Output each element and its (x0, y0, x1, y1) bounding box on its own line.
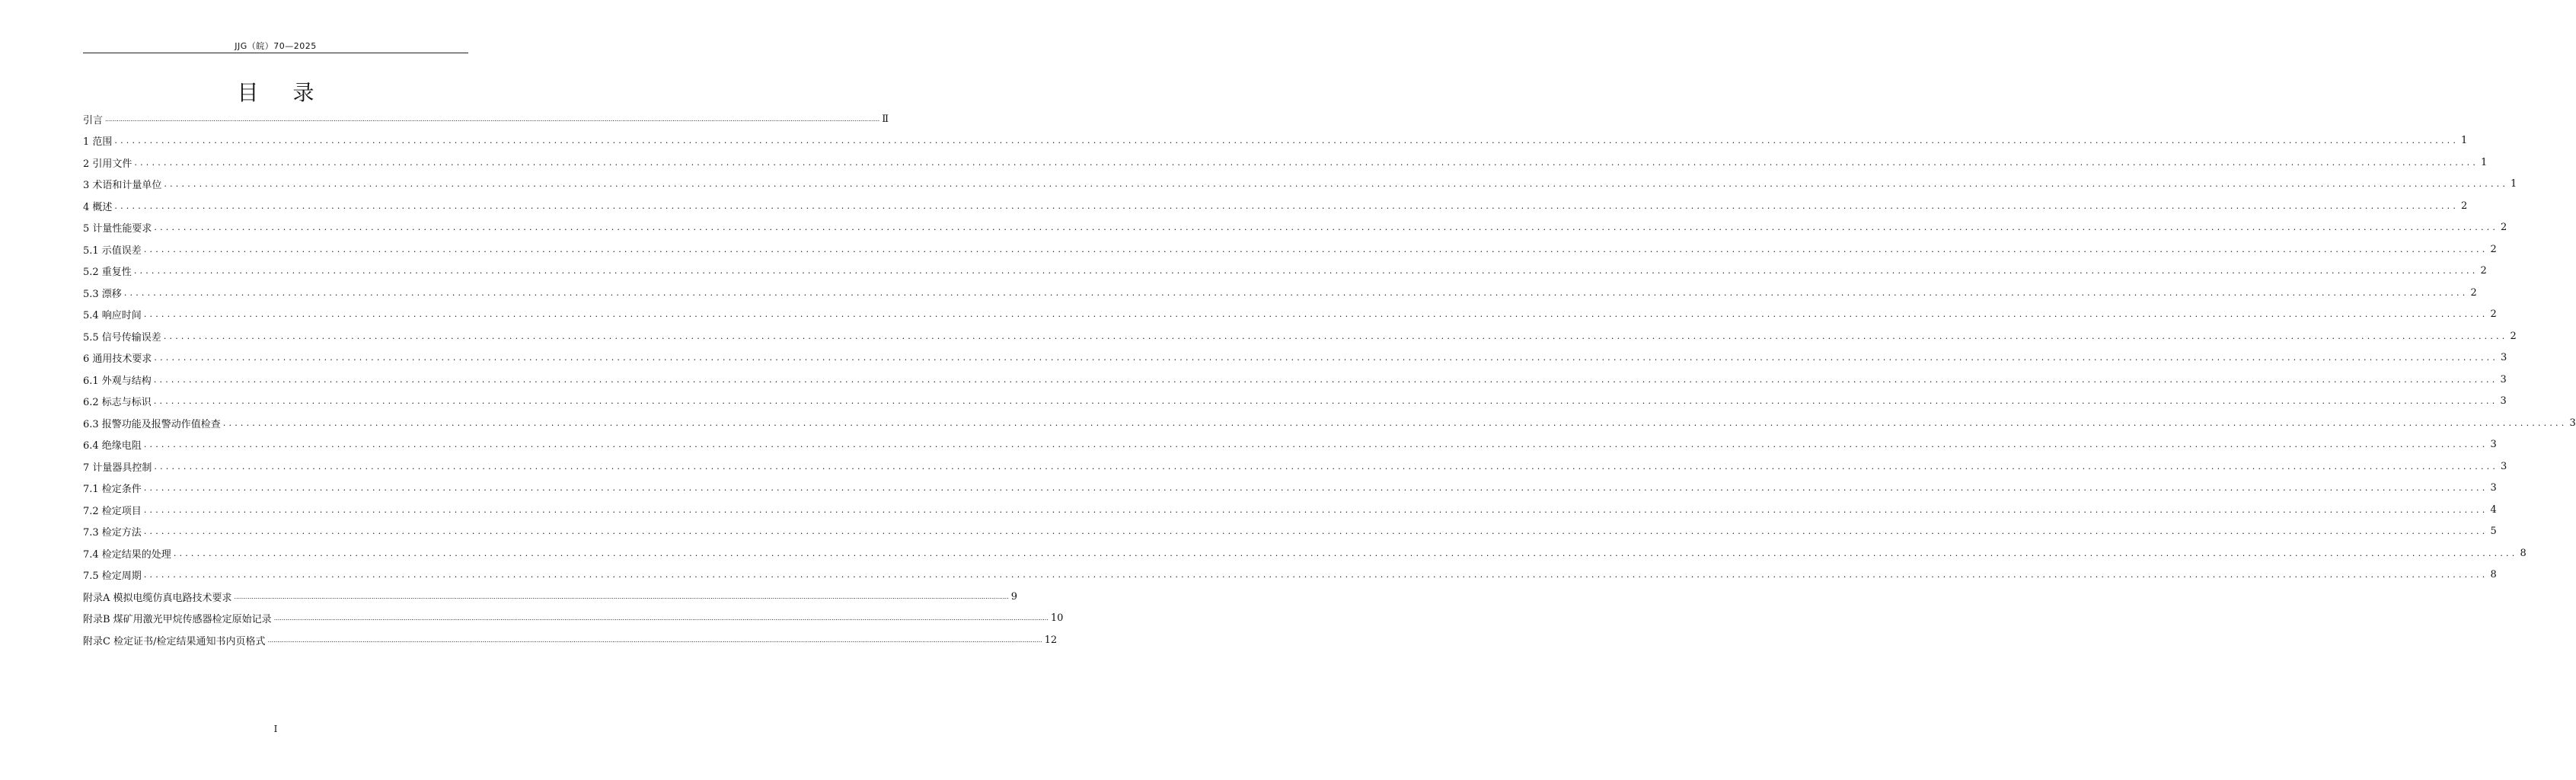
toc-entry-label: 7.1 检定条件 (83, 484, 142, 495)
toc-leader-dots: ................................................................................................................................................................................................................................................................................................................................................................................................................ (154, 353, 2499, 363)
toc-entry[interactable] (83, 586, 1017, 607)
toc-entry-label: 2 引用文件 (83, 158, 132, 170)
toc-entry-label: 1 范围 (83, 136, 113, 148)
toc-entry-page: 3 (2500, 395, 2507, 407)
toc-entry[interactable] (83, 195, 2468, 216)
toc-entry[interactable] (83, 629, 1058, 651)
toc-entry-label: 7.3 检定方法 (83, 527, 142, 539)
toc-leader-dots: ................................................................................................................................................................................................................................................................................................................................................................................................................ (123, 287, 2469, 298)
toc-entry-page: 2 (2461, 200, 2468, 212)
toc-leader-dots: ................................................................................................................................................................................................................................................................................................................................................................................................................ (143, 570, 2488, 580)
toc-leader-dots: ................................................................................................................................................................................................................................................................................................................................................................................................................ (273, 615, 1049, 622)
toc-entry-page: 2 (2490, 243, 2497, 255)
toc-entry[interactable] (83, 412, 2576, 433)
toc-leader-dots: ................................................................................................................................................................................................................................................................................................................................................................................................................ (234, 593, 1009, 600)
toc-leader-dots: ................................................................................................................................................................................................................................................................................................................................................................................................................ (143, 309, 2488, 319)
toc-leader-dots: ................................................................................................................................................................................................................................................................................................................................................................................................................ (143, 504, 2488, 515)
toc-entry-page: 12 (1044, 634, 1058, 646)
toc-leader-dots: ................................................................................................................................................................................................................................................................................................................................................................................................................ (164, 179, 2509, 189)
toc-entry[interactable] (83, 325, 2517, 347)
toc-entry-page: 2 (2501, 222, 2507, 233)
toc-entry-page: 3 (2490, 439, 2497, 450)
toc-entry-page: 4 (2490, 503, 2497, 516)
toc-entry-page: 10 (1050, 612, 1064, 624)
toc-entry[interactable] (83, 434, 2497, 456)
toc-entry-page: 3 (2569, 417, 2576, 429)
toc-entry[interactable] (83, 282, 2477, 303)
toc-entry[interactable] (83, 347, 2507, 369)
toc-leader-dots: ................................................................................................................................................................................................................................................................................................................................................................................................................ (143, 526, 2488, 536)
toc-entry[interactable] (83, 542, 2527, 564)
toc-entry[interactable] (83, 217, 2507, 238)
toc-entry-label: 附录C 检定证书/检定结果通知书内页格式 (83, 635, 266, 647)
page-number: I (273, 724, 278, 734)
toc-entry-page: 1 (2461, 135, 2468, 146)
toc-entry[interactable] (83, 108, 889, 129)
toc-entry[interactable] (83, 391, 2507, 412)
toc-entry-page: 3 (2501, 460, 2507, 472)
toc-entry-label: 引言 (83, 114, 104, 126)
toc-leader-dots: ................................................................................................................................................................................................................................................................................................................................................................................................................ (133, 266, 2479, 276)
toc-entry[interactable] (83, 564, 2497, 586)
toc-leader-dots: ................................................................................................................................................................................................................................................................................................................................................................................................................ (153, 374, 2498, 385)
toc-entry-page: 1 (2511, 178, 2517, 190)
toc-entry-page: 3 (2490, 482, 2497, 494)
toc-entry-label: 4 概述 (83, 201, 113, 213)
toc-entry[interactable] (83, 238, 2497, 260)
toc-entry[interactable] (83, 369, 2507, 390)
toc-leader-dots: ................................................................................................................................................................................................................................................................................................................................................................................................................ (173, 548, 2518, 558)
toc-leader-dots: ................................................................................................................................................................................................................................................................................................................................................................................................................ (154, 461, 2499, 472)
toc-entry-label: 5.1 示值误差 (83, 245, 142, 257)
toc-entry-page: 5 (2490, 526, 2497, 537)
toc-entry-label: 附录A 模拟电缆仿真电路技术要求 (83, 592, 232, 604)
toc-leader-dots: ................................................................................................................................................................................................................................................................................................................................................................................................................ (143, 244, 2488, 254)
toc-entry[interactable] (83, 174, 2517, 195)
toc-entry-page: Ⅱ (882, 113, 889, 125)
toc-leader-dots: ................................................................................................................................................................................................................................................................................................................................................................................................................ (222, 417, 2568, 428)
toc-entry[interactable] (83, 130, 2468, 152)
toc-entry-page: 2 (2480, 265, 2487, 277)
toc-leader-dots: ................................................................................................................................................................................................................................................................................................................................................................................................................ (105, 115, 880, 123)
toc-entry[interactable] (83, 521, 2497, 542)
toc-entry-page: 9 (1010, 590, 1017, 603)
toc-entry-label: 6.4 绝缘电阻 (83, 440, 142, 452)
toc-leader-dots: ................................................................................................................................................................................................................................................................................................................................................................................................................ (114, 200, 2459, 211)
toc-entry-label: 7.4 检定结果的处理 (83, 548, 171, 561)
toc-entry-label: 7.5 检定周期 (83, 571, 142, 582)
toc-leader-dots: ................................................................................................................................................................................................................................................................................................................................................................................................................ (134, 157, 2479, 168)
toc-leader-dots: ................................................................................................................................................................................................................................................................................................................................................................................................................ (143, 440, 2488, 449)
document-code-header: JJG（皖）70—2025 (235, 41, 317, 51)
toc-leader-dots: ................................................................................................................................................................................................................................................................................................................................................................................................................ (267, 636, 1042, 644)
toc-entry-label: 5.4 响应时间 (83, 310, 142, 321)
toc-entry-page: 3 (2500, 373, 2507, 385)
toc-entry-page: 8 (2520, 547, 2527, 559)
toc-entry-page: 2 (2470, 286, 2477, 299)
toc-entry[interactable] (83, 478, 2497, 499)
toc-entry-label: 7.2 检定项目 (83, 505, 142, 517)
toc-title: 目 录 (237, 80, 328, 105)
toc-entry[interactable] (83, 261, 2487, 282)
toc-entry[interactable] (83, 608, 1064, 629)
toc-entry-label: 6.1 外观与结构 (83, 375, 152, 387)
toc-entry-label: 7 计量器具控制 (83, 462, 152, 474)
toc-entry-page: 2 (2510, 330, 2517, 342)
toc-entry-label: 6 通用技术要求 (83, 353, 152, 365)
toc-entry-label: 3 术语和计量单位 (83, 180, 162, 191)
toc-entry-label: 5.5 信号传输误差 (83, 331, 161, 344)
toc-entry-label: 6.2 标志与标识 (83, 397, 152, 408)
toc-entry[interactable] (83, 304, 2497, 325)
toc-entry-label: 5.2 重复性 (83, 267, 132, 278)
toc-leader-dots: ................................................................................................................................................................................................................................................................................................................................................................................................................ (143, 483, 2488, 493)
toc-entry[interactable] (83, 152, 2488, 173)
toc-leader-dots: ................................................................................................................................................................................................................................................................................................................................................................................................................ (163, 331, 2508, 341)
toc-entry-page: 8 (2490, 569, 2497, 580)
toc-entry-label: 6.3 报警功能及报警动作值检查 (83, 418, 221, 430)
toc-entry-label: 5.3 漂移 (83, 288, 122, 300)
toc-leader-dots: ................................................................................................................................................................................................................................................................................................................................................................................................................ (154, 222, 2499, 232)
toc-leader-dots: ................................................................................................................................................................................................................................................................................................................................................................................................................ (153, 396, 2498, 406)
toc-entry-label: 5 计量性能要求 (83, 223, 152, 235)
toc-entry[interactable] (83, 456, 2507, 477)
toc-entry[interactable] (83, 499, 2497, 520)
toc-leader-dots: ................................................................................................................................................................................................................................................................................................................................................................................................................ (114, 136, 2459, 145)
toc-entry-page: 2 (2490, 308, 2497, 320)
toc-entry-page: 1 (2481, 156, 2488, 168)
toc-entry-label: 附录B 煤矿用激光甲烷传感器检定原始记录 (83, 614, 272, 625)
toc-entry-page: 3 (2501, 352, 2507, 363)
